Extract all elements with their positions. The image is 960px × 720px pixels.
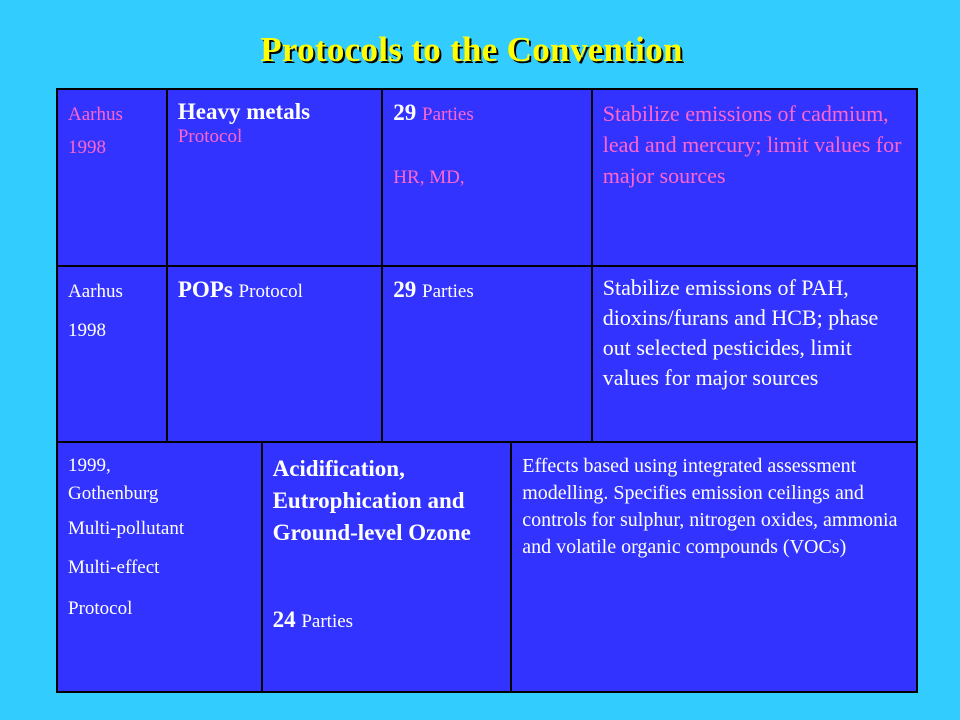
parties-label: Parties: [422, 281, 474, 302]
parties-extra: HR, MD,: [393, 167, 465, 188]
info-line: 1999,: [68, 455, 111, 476]
parties: [273, 604, 503, 638]
parties-number: 24: [272, 607, 296, 632]
protocol-name-bold: POPs: [177, 277, 233, 302]
table-row: [57, 442, 917, 692]
cell-parties: [382, 89, 591, 266]
cell-parties: [382, 266, 591, 444]
cell-description: Effects based using integrated assessment modelling. Specifies emission ceilings and controls for sulphur, nitrogen oxides, ammonia and volatile organic compounds (VOCs): [511, 442, 917, 692]
gothenburg-table: [56, 441, 918, 693]
year-text: 1998: [68, 137, 106, 158]
place-text: Aarhus: [68, 281, 123, 302]
parties-number: 29: [393, 100, 417, 125]
cell-place-year: [57, 266, 167, 444]
year-text: 1998: [68, 320, 106, 341]
cell-gothenburg-info: [57, 442, 262, 692]
protocols-table: [56, 88, 918, 445]
cell-protocol-name: [167, 89, 382, 266]
info-line: Multi-effect: [68, 557, 160, 578]
info-line: Multi-pollutant: [68, 518, 185, 539]
protocol-name-rest: Protocol: [238, 281, 303, 302]
cell-protocol-name: [262, 442, 512, 692]
parties-label: Parties: [301, 611, 354, 632]
info-line: Gothenburg: [68, 483, 159, 504]
protocol-name: Acidification, Eutrophication and Ground-level Ozone: [272, 456, 471, 545]
parties-number: 29: [393, 277, 417, 302]
cell-description: Stabilize emissions of PAH, dioxins/furans and HCB; phase out selected pesticides, limit values for major sources: [592, 266, 917, 444]
cell-description: Stabilize emissions of cadmium, lead and mercury; limit values for major sources: [592, 89, 917, 266]
protocol-name-bold: Heavy metals: [177, 99, 311, 124]
protocol-name-rest: Protocol: [177, 126, 243, 147]
cell-place-year: [57, 89, 167, 266]
table-row: [57, 89, 917, 266]
page-title: Protocols to the Convention: [260, 30, 683, 69]
table-row: [57, 266, 917, 444]
info-line: Protocol: [68, 598, 133, 619]
parties-label: Parties: [422, 104, 474, 125]
cell-protocol-name: [167, 266, 382, 444]
place-text: Aarhus: [68, 104, 123, 125]
